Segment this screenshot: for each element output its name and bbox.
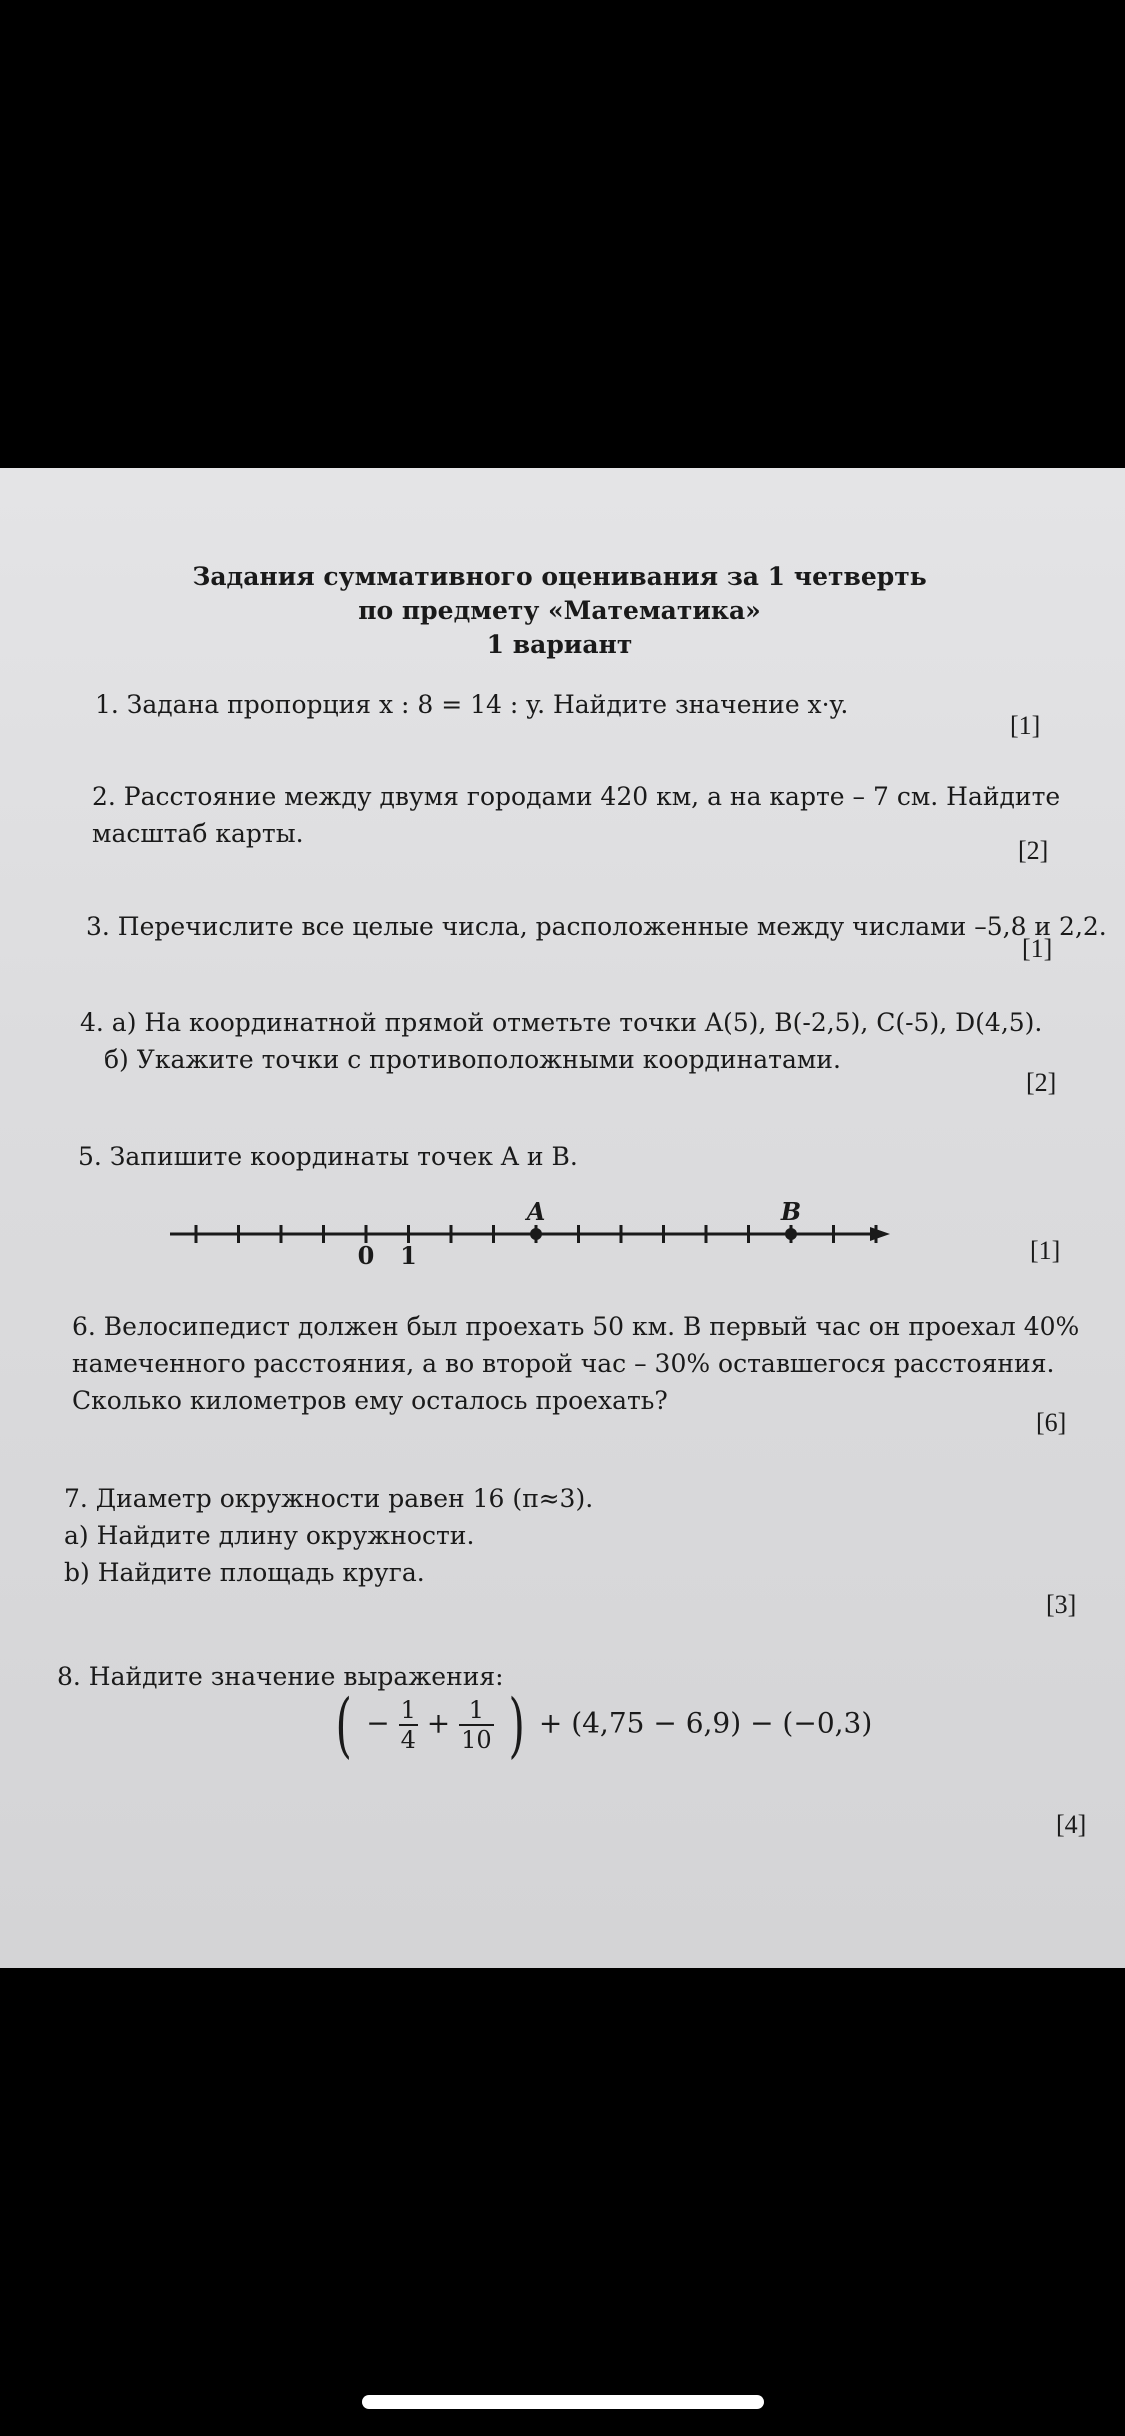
question-6 bbox=[72, 1308, 1079, 1419]
fraction-1-denominator: 4 bbox=[400, 1726, 416, 1754]
question-5-text: 5. Запишите координаты точек A и B. bbox=[78, 1142, 578, 1171]
question-4-line-1: 4. а) На координатной прямой отметьте точки A(5), B(-2,5), C(-5), D(4,5). bbox=[80, 1008, 1043, 1037]
plus-sign: + bbox=[426, 1706, 451, 1740]
question-7-score: [3] bbox=[1046, 1590, 1077, 1619]
question-2-line-1: 2. Расстояние между двумя городами 420 км, а на карте – 7 см. Найдите bbox=[92, 782, 1061, 811]
question-3 bbox=[86, 908, 1107, 945]
question-6-line-3: Сколько километров ему осталось проехать? bbox=[72, 1386, 668, 1415]
fraction-1-numerator: 1 bbox=[400, 1696, 416, 1724]
question-8-text: 8. Найдите значение выражения: bbox=[57, 1662, 504, 1691]
number-line-arrow bbox=[870, 1227, 890, 1241]
question-2-score: [2] bbox=[1018, 836, 1049, 865]
question-4 bbox=[80, 1004, 1042, 1078]
point-a bbox=[530, 1228, 542, 1240]
fraction-1 bbox=[399, 1696, 418, 1754]
question-4-line-2: б) Укажите точки с противоположными координатами. bbox=[104, 1045, 841, 1074]
question-3-score: [1] bbox=[1022, 934, 1053, 963]
title-line-1: Задания суммативного оценивания за 1 четверть bbox=[192, 562, 927, 591]
expression-rest: + (4,75 − 6,9) − (−0,3) bbox=[538, 1706, 873, 1740]
question-6-line-1: 6. Велосипедист должен был проехать 50 км. В первый час он проехал 40% bbox=[72, 1312, 1080, 1341]
point-a-label: A bbox=[526, 1200, 546, 1226]
expression bbox=[330, 1684, 873, 1766]
worksheet-title bbox=[0, 560, 1125, 662]
zero-label: 0 bbox=[357, 1241, 375, 1270]
question-7-line-3: b) Найдите площадь круга. bbox=[64, 1558, 425, 1587]
question-6-line-2: намеченного расстояния, а во второй час – 30% оставшегося расстояния. bbox=[72, 1349, 1055, 1378]
point-b-label: B bbox=[780, 1200, 802, 1226]
open-paren: ( bbox=[335, 1684, 352, 1766]
question-1-text: 1. Задана пропорция x : 8 = 14 : y. Найдите значение x·y. bbox=[95, 690, 849, 719]
frac1-sign: − bbox=[366, 1706, 390, 1740]
question-1-score: [1] bbox=[1010, 711, 1041, 740]
question-2-line-2: масштаб карты. bbox=[92, 819, 304, 848]
worksheet-page bbox=[0, 468, 1125, 1968]
close-paren: ) bbox=[508, 1684, 525, 1766]
title-line-3: 1 вариант bbox=[486, 630, 633, 659]
question-4-score: [2] bbox=[1026, 1068, 1057, 1097]
question-3-text: 3. Перечислите все целые числа, расположенные между числами –5,8 и 2,2. bbox=[86, 912, 1107, 941]
question-5 bbox=[78, 1138, 578, 1175]
title-line-2: по предмету «Математика» bbox=[358, 596, 761, 625]
question-8-score: [4] bbox=[1056, 1810, 1087, 1839]
fraction-2 bbox=[459, 1696, 494, 1754]
number-line bbox=[170, 1200, 890, 1270]
point-b bbox=[785, 1228, 797, 1240]
home-indicator[interactable] bbox=[362, 2395, 764, 2409]
fraction-2-numerator: 1 bbox=[459, 1696, 494, 1726]
fraction-2-denominator: 10 bbox=[461, 1726, 492, 1754]
question-2 bbox=[92, 778, 1060, 852]
one-label: 1 bbox=[400, 1241, 417, 1270]
question-6-score: [6] bbox=[1036, 1408, 1067, 1437]
question-7-line-2: a) Найдите длину окружности. bbox=[64, 1521, 475, 1550]
question-1 bbox=[95, 686, 848, 723]
question-5-score: [1] bbox=[1030, 1236, 1061, 1265]
question-7-line-1: 7. Диаметр окружности равен 16 (π≈3). bbox=[64, 1484, 594, 1513]
question-7 bbox=[64, 1480, 593, 1591]
